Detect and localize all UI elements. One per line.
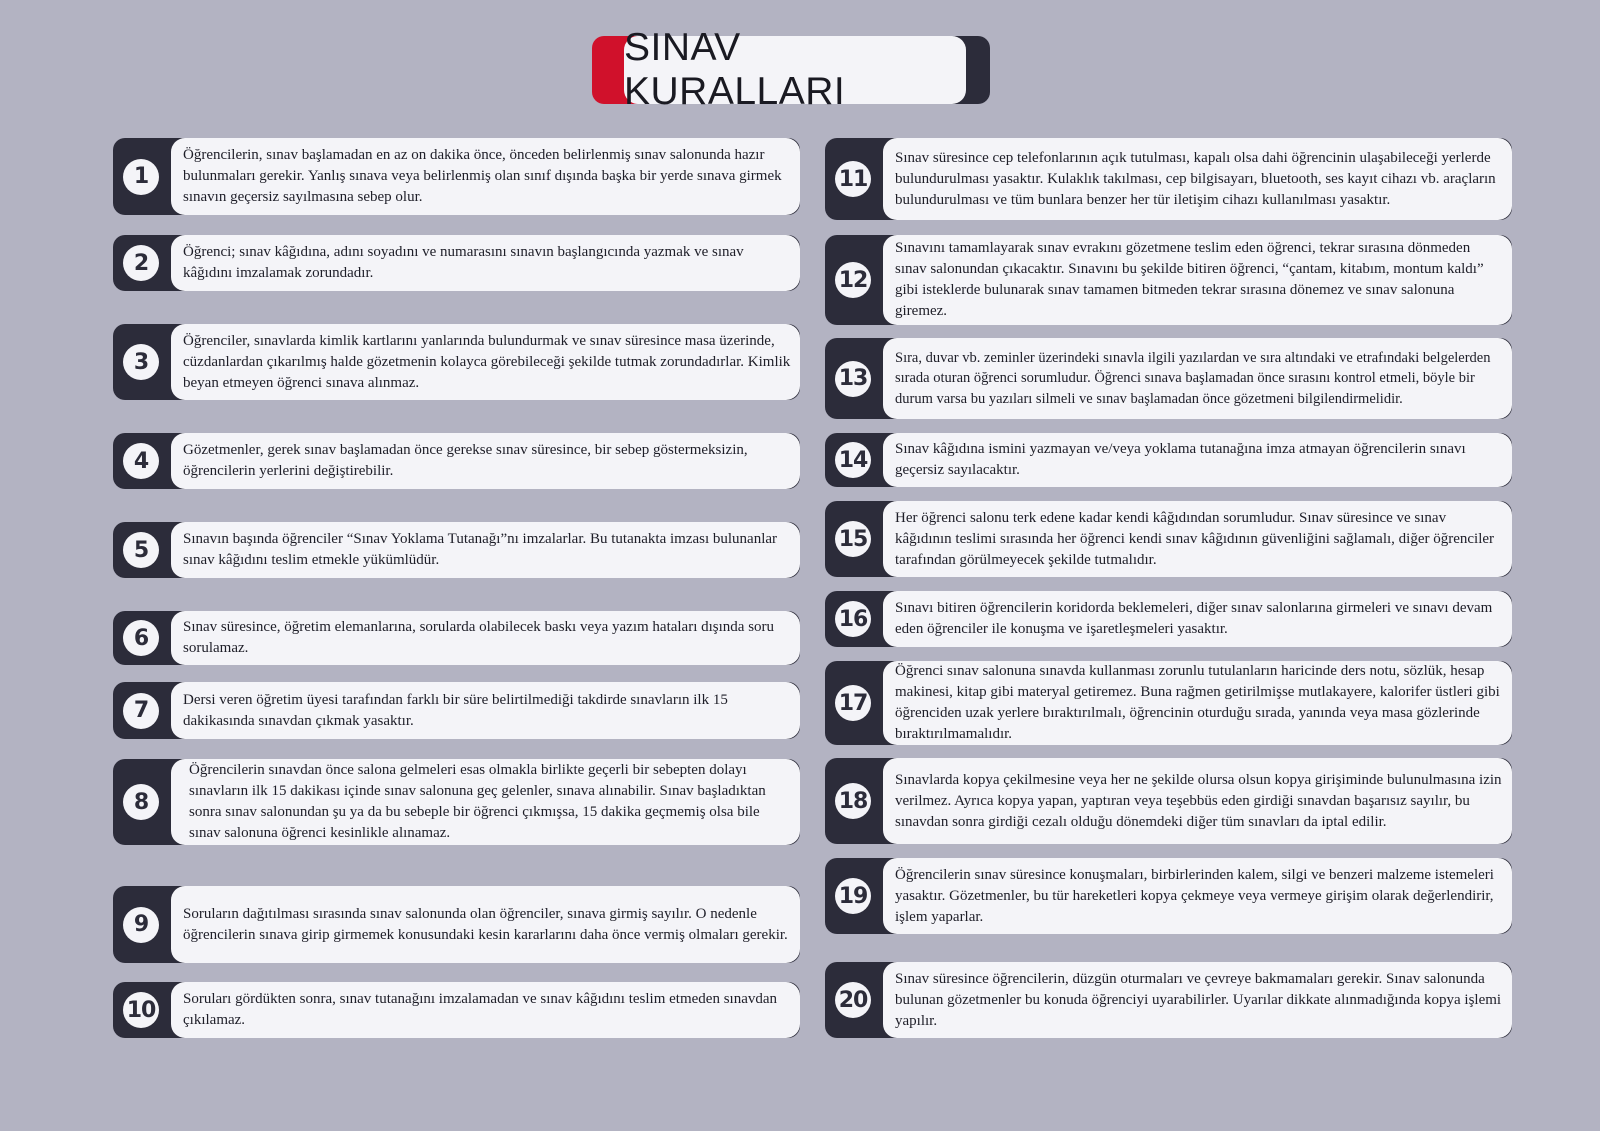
rule-text: Sınav süresince cep telefonlarının açık tutulması, kapalı olsa dahi öğrencinin ulaşabileceği yerlerde bulundurulması yasaktır. Kulaklık takılması, cep bilgisayarı, bluetooth, ses kayıt cihazı vb. araçların bulundurulması ve tüm bunlara benzer her tür iletişim cihazı kullanılması yasaktır. <box>895 149 1496 208</box>
rule-number-badge: 18 <box>835 783 871 819</box>
rule-text-box <box>883 433 1512 487</box>
page-title-banner <box>592 26 990 113</box>
rule-number-badge: 17 <box>835 685 871 721</box>
rule-text-box <box>883 591 1512 647</box>
rule-number-badge: 9 <box>123 907 159 943</box>
rule-text: Sınavlarda kopya çekilmesine veya her ne şekilde olursa olsun kopya girişiminde bulunulmasına izin verilmez. Ayrıca kopya yapan, yaptıran veya teşebbüs eden girdiği sınavdan başarısız sayılır, bu sınavdan sonra girdiği cezalı olduğu dönemdeki diğer tüm sınavları da iptal edilir. <box>895 771 1502 830</box>
rule-1 <box>113 138 800 215</box>
rule-number-badge: 14 <box>835 442 871 478</box>
rule-number-badge: 12 <box>835 262 871 298</box>
rule-text: Sınavın başında öğrenciler “Sınav Yoklama Tutanağı”nı imzalarlar. Bu tutanakta imzası bulunanlar sınav kâğıdını teslim etmekle yükümlüdür. <box>183 531 778 568</box>
rule-text: Öğrencilerin sınavdan önce salona gelmeleri esas olmakla birlikte geçerli bir sebepten dolayı sınavların ilk 15 dakikası içinde sınav salonuna geç gelenler, sınava alınabilir. Sınav başladıktan sonra sınav salonundan şu ya da bu sebeple bir öğrenci çıkmışsa, 15 dakika geçmemiş olsa bile sınav salonuna öğrenci kesinlikle alınamaz. <box>189 762 766 841</box>
rule-number-badge: 19 <box>835 878 871 914</box>
rule-number-badge: 5 <box>123 532 159 568</box>
rule-text-box <box>883 758 1512 844</box>
rule-8 <box>113 759 800 845</box>
rule-text: Sınav süresince öğrencilerin, düzgün oturmaları ve çevreye bakmamaları gerekir. Sınav salonunda bulunan gözetmenler bu konuda öğrenciyi uyarabilirler. Uyarılar dikkate alınmadığında kopya işlemi yapılır. <box>895 970 1502 1029</box>
rule-16 <box>825 591 1512 647</box>
rule-number-badge: 4 <box>123 443 159 479</box>
rule-number-badge: 15 <box>835 521 871 557</box>
rule-3 <box>113 324 800 400</box>
rule-number-badge: 2 <box>123 245 159 281</box>
rule-text-box <box>883 138 1512 220</box>
rule-text: Öğrenci sınav salonuna sınavda kullanması zorunlu tutulanların haricinde ders notu, sözlük, hesap makinesi, kitap gibi materyal getiremez. Buna rağmen getirilmişse mutlakayere, kalorifer üstleri gibi öğrenciden uzak yerlere bıraktırılmalı, öğrencinin oturduğu sırada, yanında veya masa gözlerinde bıraktırılmamalıdır. <box>895 663 1500 742</box>
rule-11 <box>825 138 1512 220</box>
rule-number-badge: 11 <box>835 161 871 197</box>
rule-text-box <box>171 682 800 739</box>
rule-text-box <box>171 522 800 578</box>
rule-number-badge: 3 <box>123 344 159 380</box>
rule-7 <box>113 682 800 739</box>
rule-text-box <box>171 982 800 1038</box>
rule-text: Sınavı bitiren öğrencilerin koridorda beklemeleri, diğer sınav salonlarına girmeleri ve sınavı devam eden öğrenciler ile konuşma ve işaretleşmeleri yasaktır. <box>895 600 1493 637</box>
rule-18 <box>825 758 1512 844</box>
rule-10 <box>113 982 800 1038</box>
rule-text-box <box>883 858 1512 934</box>
rule-text: Soruları gördükten sonra, sınav tutanağını imzalamadan ve sınav kâğıdını teslim etmeden sınavdan çıkılamaz. <box>183 991 778 1028</box>
rule-text-box <box>883 962 1512 1038</box>
rule-6 <box>113 611 800 665</box>
rule-number-badge: 10 <box>123 992 159 1028</box>
rule-20 <box>825 962 1512 1038</box>
rule-text-box <box>883 338 1512 419</box>
rule-text-box <box>171 611 800 665</box>
rule-text: Her öğrenci salonu terk edene kadar kendi kâğıdından sorumludur. Sınav süresince ve sınav kâğıdının teslimi sırasında her öğrenci kendi sınav kâğıdının güvenliğini sağlamalı, diğer öğrenciler tarafından görülmeyecek şekilde tutmalıdır. <box>895 509 1495 568</box>
rule-text: Öğrencilerin, sınav başlamadan en az on dakika önce, önceden belirlenmiş sınav salonunda hazır bulunmaları gerekir. Yanlış sınava veya belirlenmiş olan sınıf dışında başka bir yerde sınava girmek sınavın geçersiz sayılmasına sebep olur. <box>183 147 782 205</box>
page-title: SINAV KURALLARI <box>624 36 966 104</box>
rule-text-box <box>171 138 800 215</box>
rule-13 <box>825 338 1512 419</box>
rule-number-badge: 6 <box>123 620 159 656</box>
rule-text-box <box>883 661 1512 745</box>
rule-text: Gözetmenler, gerek sınav başlamadan önce gerekse sınav süresince, bir sebep göstermeksizin, öğrencilerin yerlerini değiştirebilir. <box>183 442 748 479</box>
rule-4 <box>113 433 800 489</box>
rule-text-box <box>171 759 800 845</box>
rule-number-badge: 1 <box>123 159 159 195</box>
rule-text-box <box>171 433 800 489</box>
rule-text: Öğrenci; sınav kâğıdına, adını soyadını ve numarasını sınavın başlangıcında yazmak ve sınav kâğıdını imzalamak zorundadır. <box>183 244 744 281</box>
rule-14 <box>825 433 1512 487</box>
rule-number-badge: 16 <box>835 601 871 637</box>
rule-17 <box>825 661 1512 745</box>
rule-2 <box>113 235 800 291</box>
rule-text: Sınav kâğıdına ismini yazmayan ve/veya yoklama tutanağına imza atmayan öğrencilerin sınavı geçersiz sayılacaktır. <box>895 441 1466 478</box>
rule-number-badge: 7 <box>123 693 159 729</box>
rule-text: Sıra, duvar vb. zeminler üzerindeki sınavla ilgili yazılardan ve sıra altındaki ve etrafındaki belgelerden sırada oturan öğrenci sorumludur. Öğrenci sınava başlamadan önce sırasını kontrol etmeli, böyle bir durum varsa bu yazıları silmeli ve sınav başlamadan önce gözetmeni bilgilendirmelidir. <box>895 350 1491 407</box>
rule-text: Dersi veren öğretim üyesi tarafından farklı bir süre belirtilmediği takdirde sınavların ilk 15 dakikasında sınavdan çıkmak yasaktır. <box>183 691 728 729</box>
rule-text: Öğrenciler, sınavlarda kimlik kartlarını yanlarında bulundurmak ve sınav süresince masa üzerinde, cüzdanlardan çıkarılmış halde gözetmenin kolayca görebileceği şekilde tutmak zorundadırlar. Kimlik beyan etmeyen öğrenci sınava alınmaz. <box>183 332 791 391</box>
rule-text: Öğrencilerin sınav süresince konuşmaları, birbirlerinden kalem, silgi ve benzeri malzeme istemeleri yasaktır. Gözetmenler, bu tür hareketleri kopya çekmeye veya vermeye girişim olarak değerlendirir, işlem yaparlar. <box>895 866 1494 925</box>
rule-number-badge: 13 <box>835 361 871 397</box>
rule-number-badge: 8 <box>123 784 159 820</box>
rule-text: Sınavını tamamlayarak sınav evrakını gözetmene teslim eden öğrenci, tekrar sırasına dönmeden sınav salonundan çıkacaktır. Sınavını bu şekilde bitiren öğrenci, “çantam, kitabım, montum kaldı” gibi isteklerde bulunarak sınav tamamen bitmeden tekrar sırasına dönemez ve sınav salonuna giremez. <box>895 240 1484 319</box>
rule-9 <box>113 886 800 963</box>
rule-text-box <box>883 235 1512 325</box>
rule-5 <box>113 522 800 578</box>
rule-text: Sınav süresince, öğretim elemanlarına, sorularda olabilecek baskı veya yazım hataları dışında soru sorulamaz. <box>183 619 775 656</box>
rule-number-badge: 20 <box>835 982 871 1018</box>
rule-text-box <box>171 886 800 963</box>
rule-12 <box>825 235 1512 325</box>
rule-15 <box>825 501 1512 577</box>
rule-text-box <box>171 235 800 291</box>
rule-text-box <box>171 324 800 400</box>
rule-19 <box>825 858 1512 934</box>
rule-text-box <box>883 501 1512 577</box>
rule-text: Soruların dağıtılması sırasında sınav salonunda olan öğrenciler, sınava girmiş sayılır. O nedenle öğrencilerin sınava girip girmemek konusundaki kesin kararlarını daha önce vermiş olmaları gerekir. <box>183 905 788 943</box>
